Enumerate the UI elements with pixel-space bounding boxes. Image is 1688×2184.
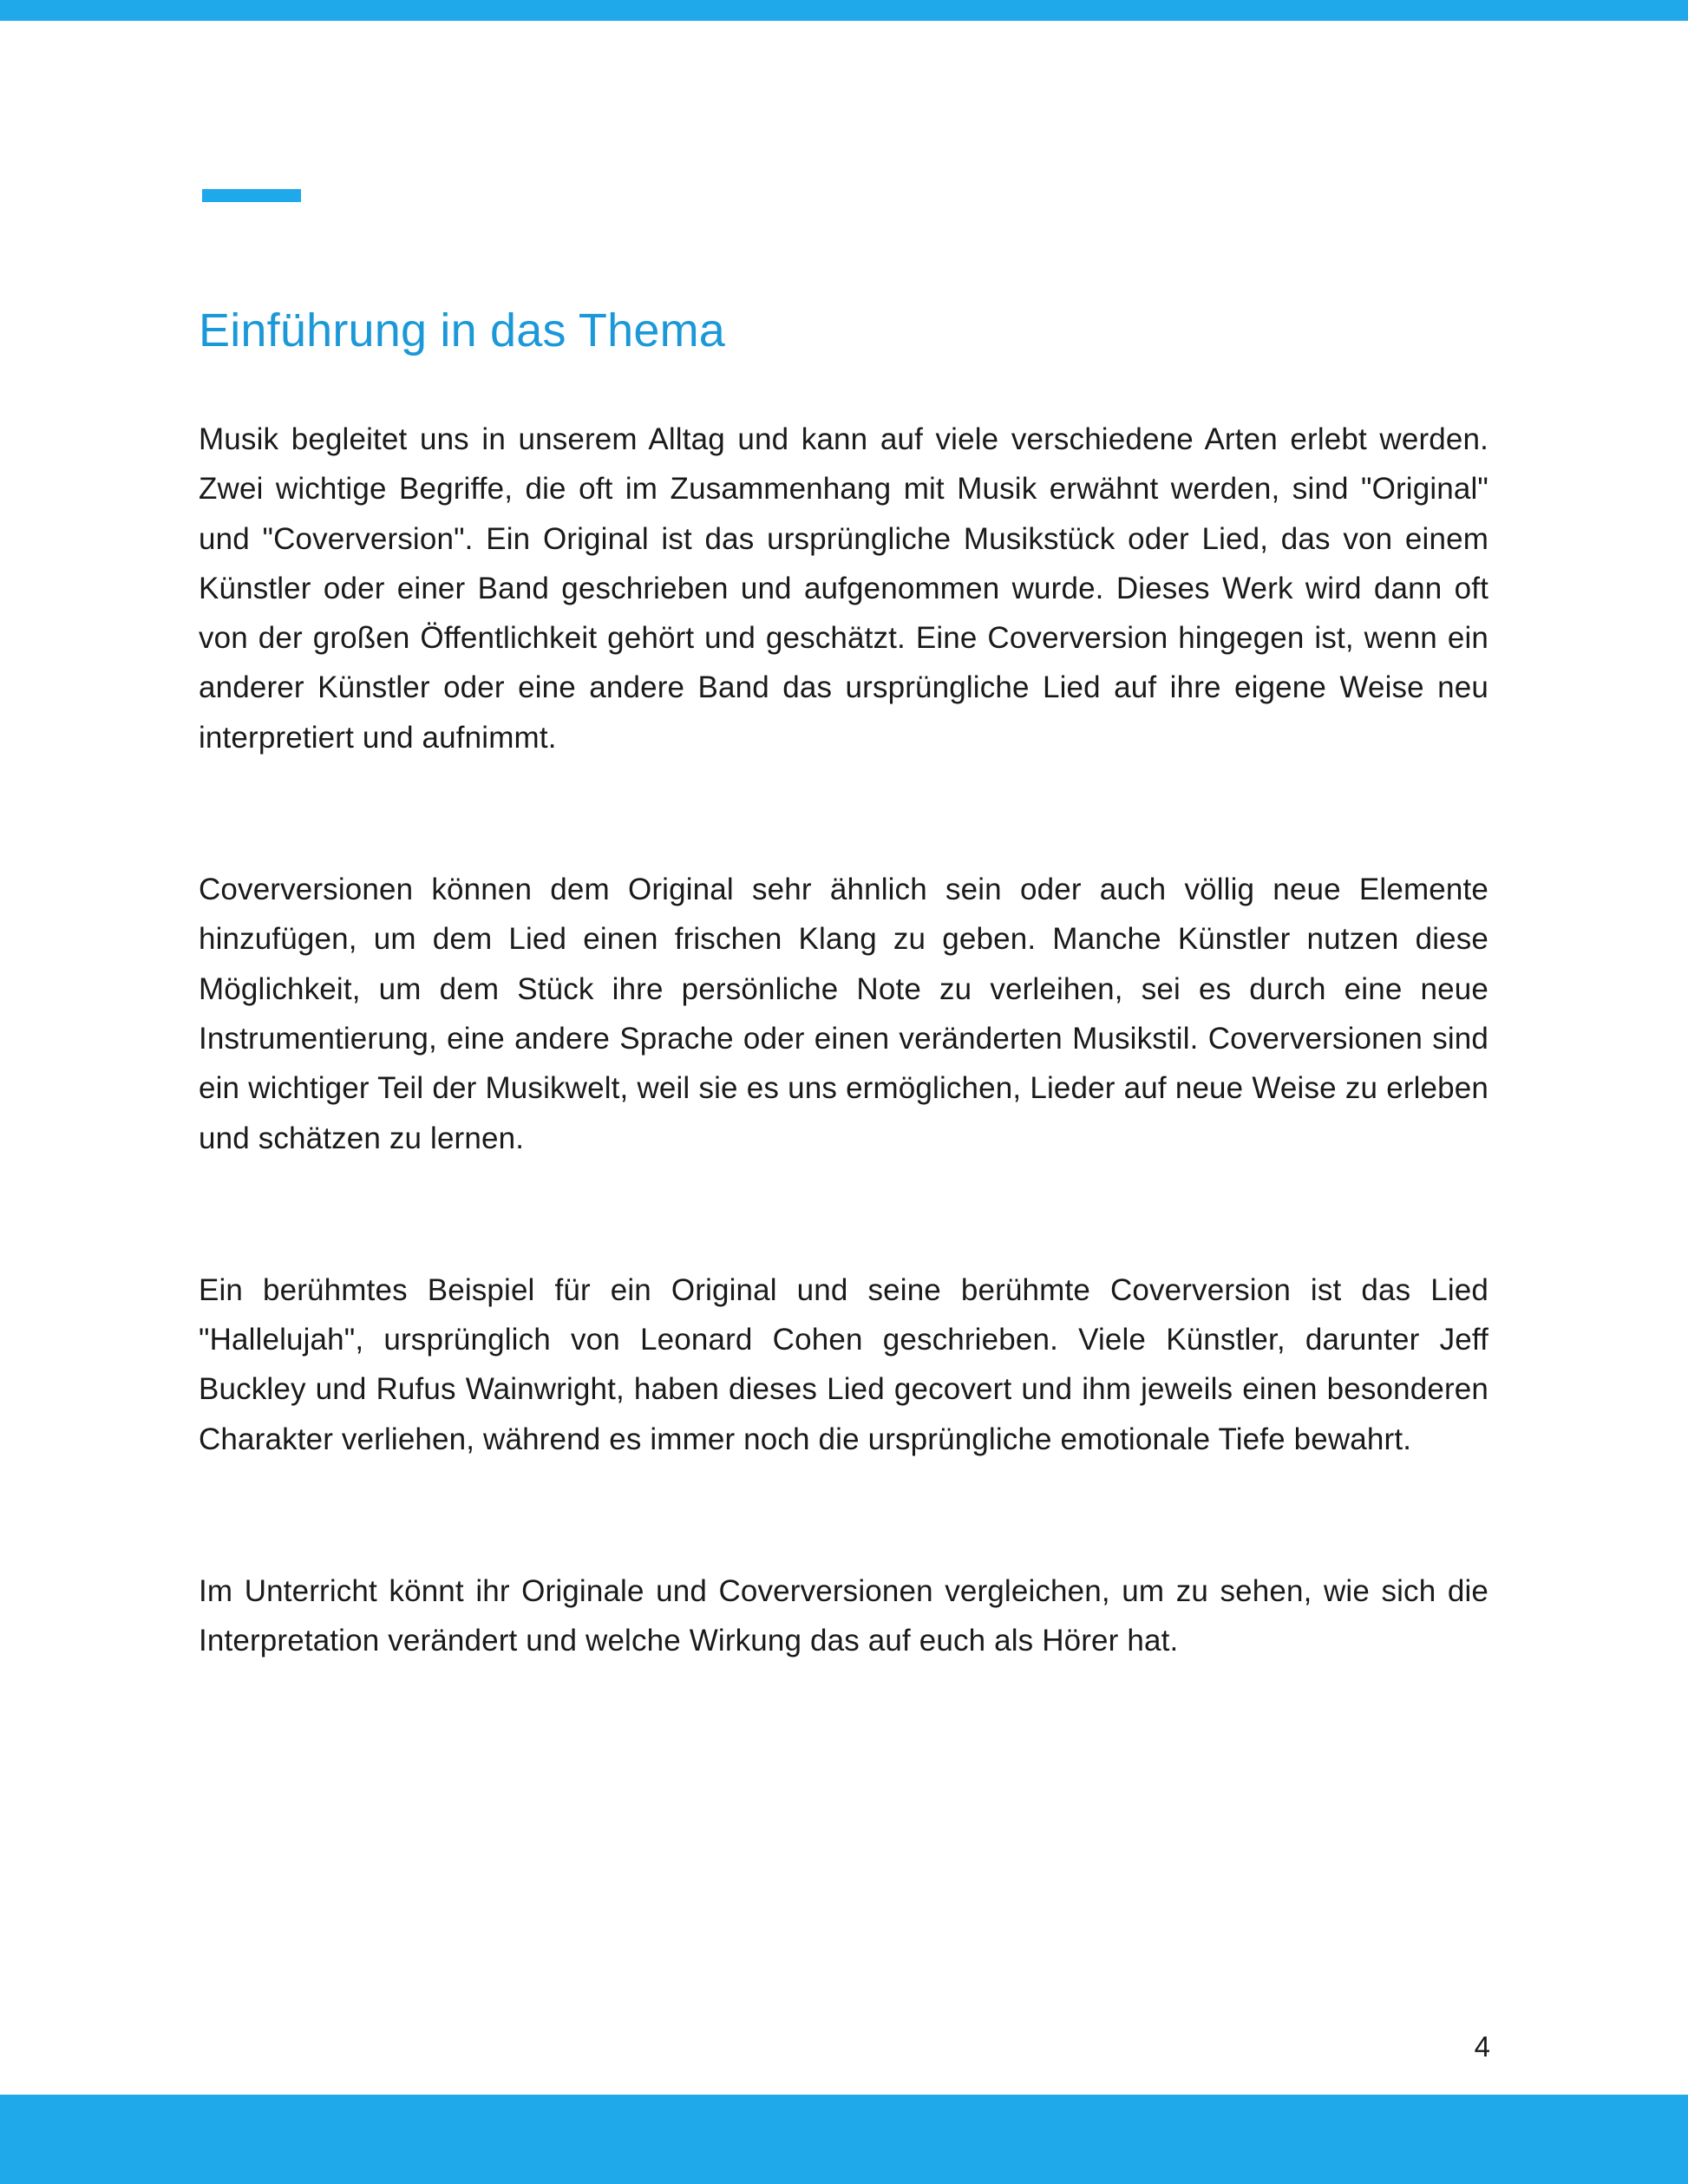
bottom-accent-bar bbox=[0, 2095, 1688, 2184]
paragraph-classroom: Im Unterricht könnt ihr Originale und Coverversionen vergleichen, um zu sehen, wie sich die Interpretation verändert und welche Wirkung das auf euch als Hörer hat. bbox=[199, 1574, 1488, 1658]
section-heading: Einführung in das Thema bbox=[199, 304, 725, 356]
paragraph-coverversions: Coverversionen können dem Original sehr ähnlich sein oder auch völlig neue Elemente hinzufügen, um dem Lied einen frischen Klang zu geben. Manche Künstler nutzen diese Möglichkeit, um dem Stück ihre persönliche Note zu verleihen, sei es durch eine neue Instrumentierung, eine andere Sprache oder einen veränderten Musikstil. Coverversionen sind ein wichtiger Teil der Musikwelt, weil sie es uns ermöglichen, Lieder auf neue Weise zu erleben und schätzen zu lernen. bbox=[199, 873, 1488, 1155]
document-body bbox=[199, 295, 1488, 1666]
heading-accent-dash bbox=[202, 189, 301, 202]
top-accent-bar bbox=[0, 0, 1688, 21]
paragraph-intro: Musik begleitet uns in unserem Alltag und kann auf viele verschiedene Arten erlebt werden. Zwei wichtige Begriffe, die oft im Zusammenhang mit Musik erwähnt werden, sind "Original" und "Coverversion". Ein Original ist das ursprüngliche Musikstück oder Lied, das von einem Künstler oder einer Band geschrieben und aufgenommen wurde. Dieses Werk wird dann oft von der großen Öffentlichkeit gehört und geschätzt. Eine Coverversion hingegen ist, wenn ein anderer Künstler oder eine andere Band das ursprüngliche Lied auf ihre eigene Weise neu interpretiert und aufnimmt. bbox=[199, 422, 1488, 755]
page-number: 4 bbox=[1474, 2030, 1490, 2063]
paragraph-example: Ein berühmtes Beispiel für ein Original und seine berühmte Coverversion ist das Lied "Hallelujah", ursprünglich von Leonard Cohen geschrieben. Viele Künstler, darunter Jeff Buckley und Rufus Wainwright, haben dieses Lied gecovert und ihm jeweils einen besonderen Charakter verliehen, während es immer noch die ursprüngliche emotionale Tiefe bewahrt. bbox=[199, 1272, 1488, 1456]
